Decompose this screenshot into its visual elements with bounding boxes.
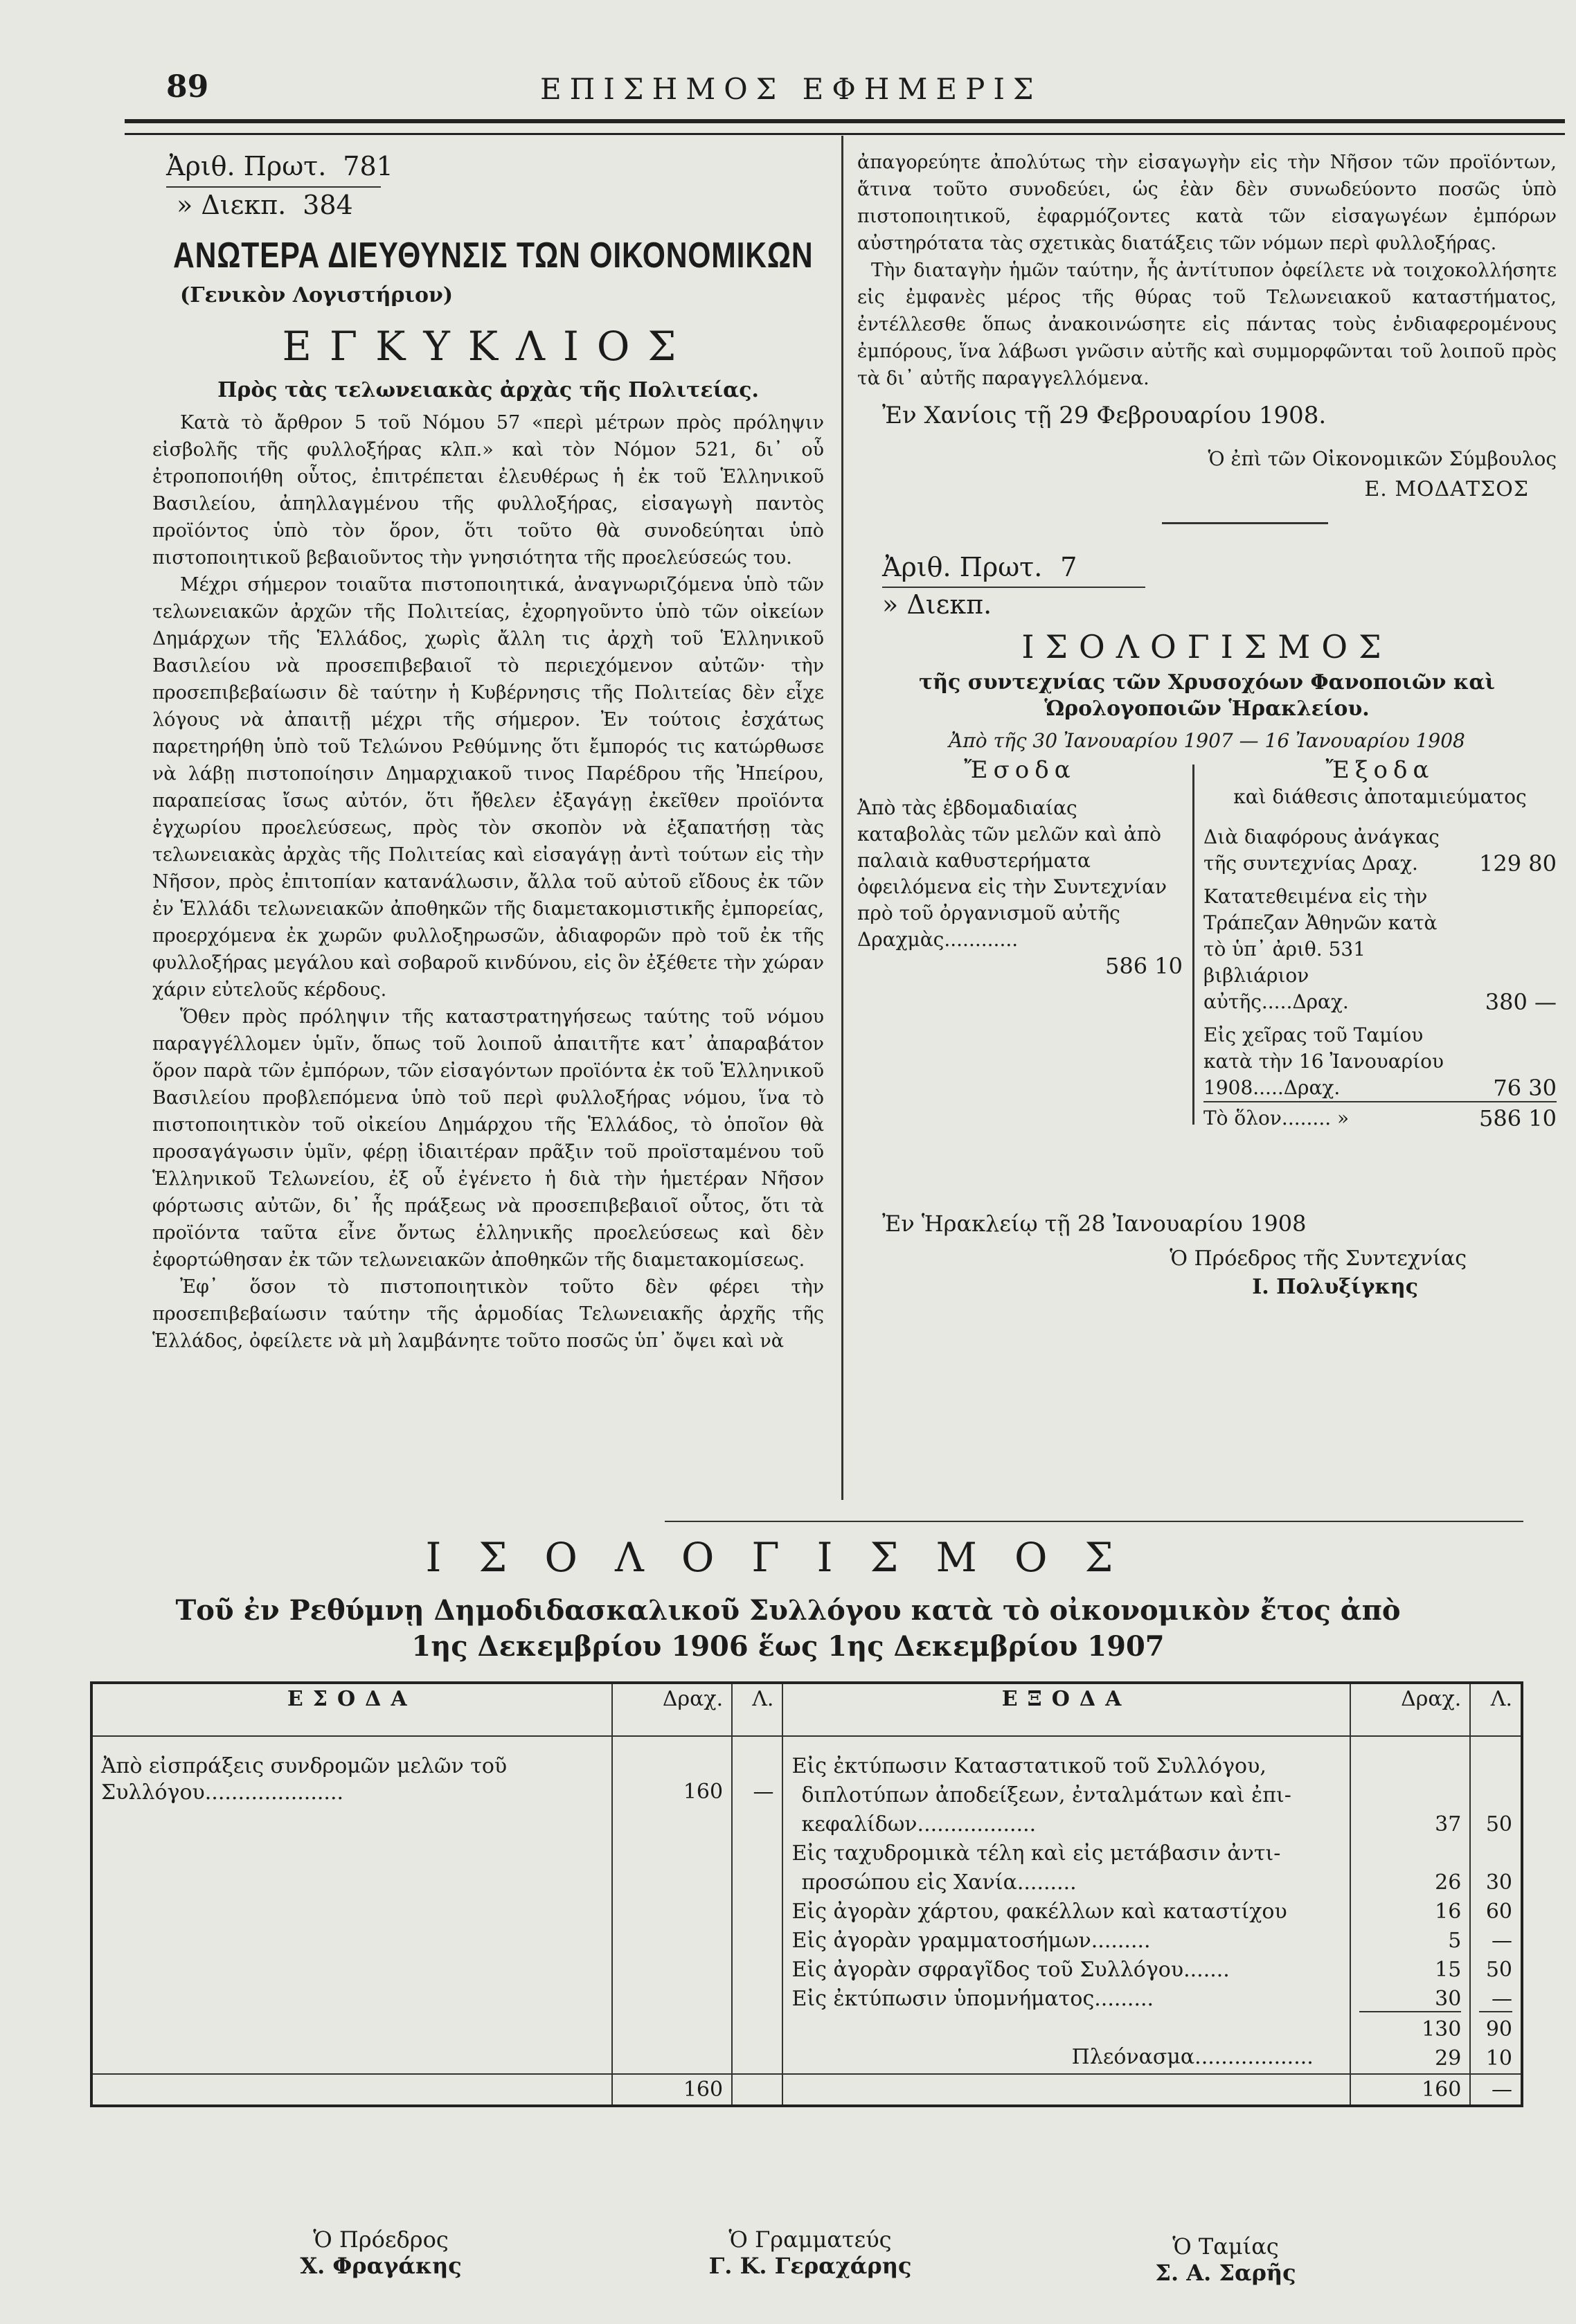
protocol-ref-2 [882,551,1557,584]
left-column [152,149,824,1355]
circular-continuation: ἀπαγορεύητε ἀπολύτως τὴν εἰσαγωγὴν εἰς τὴν Νῆσον τῶν προϊόντων, ἅτινα τοῦτο συνοδεύει, ὡς ἐὰν δὲν συνωδεύοντο ποσῶς ὑπὸ πιστοποιητικοῦ, ἐφαρμόζοντες κατὰ τῶν εἰσαγωγέων ἐμπόρων αὐστηρότατα τὰς σχετικὰς διατάξεις τῶν νόμων περὶ φυλλοξήρας. [857,152,1557,254]
income-heading: Ἔσοδα [964,756,1076,784]
circular-paragraph: Κατὰ τὸ ἄρθρον 5 τοῦ Νόμου 57 «περὶ μέτρων πρὸς πρόληψιν εἰσβολῆς τῆς φυλλοξήρας κλπ.» καὶ τὸν Νόμον 521, δι᾽ οὗ ἐτροποποιήθη οὗτος, ἐπιτρέπεται ἐλευθέρως ἡ ἐκ τοῦ Ἑλληνικοῦ Βασιλείου, ἀπηλλαγμένου τῆς φυλλοξήρας, εἰσαγωγὴ παντὸς προϊόντος ὑπὸ τὸν ὅρον, ὅτι τοῦτο θὰ συνοδεύηται ὑπὸ πιστοποιητικοῦ βεβαιοῦντος τὴν γνησιότητα τῆς προελεύσεώς του. [152,412,824,569]
total-income: 160 [612,2074,733,2106]
addressee: Πρὸς τὰς τελωνειακὰς ἀρχὰς τῆς Πολιτείας. [217,378,759,402]
guild-expense [1203,756,1557,1132]
income-lepta-cell [732,1736,782,2074]
dispatch-label-2: » Διεκπ. [882,589,992,620]
signature-treasurer [1080,2233,1371,2286]
expense-drach-list [1359,1749,1462,2071]
right-column [857,149,1557,1299]
expense-lepta: — [1492,1929,1512,1953]
protocol-ref [166,149,824,184]
guild-president-name: Ι. Πολυξίγκης [1252,1275,1418,1299]
dispatch-ref [177,188,824,222]
expense-total-label: Τὸ ὅλον........ » [1203,1107,1350,1129]
expense-drach: 5 [1448,1929,1462,1953]
income-text: Ἀπὸ τὰς ἑβδομαδιαίας καταβολὰς τῶν μελῶν καὶ ἀπὸ παλαιὰ καθυστερήματα ὀφειλόμενα εἰς τὴν Συντεχνίαν πρὸ τοῦ ὀργανισμοῦ αὐτῆς Δραχμὰς............ [857,796,1167,951]
spacer [1359,1749,1462,1778]
drach-column-header: Δραχ. [1350,1683,1471,1736]
signature-secretary [665,2226,956,2279]
surplus-label: Πλεόνασμα.................. [1071,2045,1314,2069]
expense-item-amount: 380 — [1485,989,1557,1015]
expense-total-amount: 586 10 [1479,1105,1557,1132]
dispatch-number: 384 [303,190,353,220]
expense-item-text: Διὰ διαφόρους ἀνάγκας τῆς συντεχνίας Δραχ. [1203,825,1440,875]
expense-drach: 16 [1435,1900,1462,1924]
expense-column-header: ΕΞΟΔΑ [782,1683,1350,1736]
expense-drach: 30 [1359,1982,1462,2012]
guild-name-line1: τῆς συντεχνίας τῶν Χρυσοχόων Φανοποιῶν καὶ [919,670,1495,695]
spacer [1479,1749,1512,1778]
spacer [791,2011,1341,2040]
expense-line: Εἰς ἀγορὰν χάρτου, φακέλλων καὶ καταστίχου [791,1900,1287,1924]
income-lepta: — [753,1780,774,1804]
income-drach-cell [612,1736,733,2074]
signer-name: Ε. ΜΟΔΑΤΣΟΣ [1364,477,1529,501]
protocol-label-2: Ἀριθ. Πρωτ. [882,552,1043,582]
signature-name: Χ. Φραγάκης [300,2253,462,2279]
signature-president [235,2226,526,2279]
signature-title: Ὁ Ταμίας [1172,2233,1279,2260]
expense-item-amount: 129 80 [1479,850,1557,877]
expense-item-text: Κατατεθειμένα εἰς τὴν Τράπεζαν Ἀθηνῶν κατὰ τὸ ὑπ᾽ ἀριθ. 531 βιβλιάριον αὐτῆς.....Δραχ. [1203,885,1438,1013]
signature-title: Ὁ Πρόεδρος [313,2226,449,2253]
guild-balance [857,756,1557,1206]
income-drach: 160 [683,1780,724,1804]
guild-place-date: Ἐν Ἡρακλείῳ τῇ 28 Ἰανουαρίου 1908 [882,1210,1307,1237]
expense-subheading: καὶ διάθεσις ἀποταμιεύματος [1233,785,1527,808]
club-ledger-table [90,1681,1523,2107]
ledger-header-row [91,1683,1522,1736]
balance-divider [1192,765,1194,1125]
club-subtitle-line2: 1ης Δεκεμβρίου 1906 ἕως 1ης Δεκεμβρίου 1907 [411,1630,1165,1663]
expense-line: κεφαλίδων.................. [801,1812,1037,1836]
total-income-label-cell [91,2074,612,2106]
circular-date: Ἐν Χανίοις τῇ 29 Φεβρουαρίου 1908. [882,402,1327,429]
expense-drach-cell [1350,1736,1471,2074]
order-paragraph: Τὴν διαταγὴν ἡμῶν ταύτην, ἧς ἀντίτυπον ὀφείλετε νὰ τοιχοκολλήσητε εἰς ἐμφανὲς μέρος τῆς θύρας τοῦ Τελωνειακοῦ καταστήματος, ἐντέλλεσθε ὅπως ἀνακοινώσητε εἰς πάντας τοὺς ἐνδιαφερομένους ἐμπόρους, ἵνα λάβωσι γνῶσιν αὐτῆς καὶ συμμορφῶνται τοῦ λοιποῦ πρὸς τὰ δι᾽ αὐτῆς παραγγελλόμενα. [857,260,1557,389]
club-subtitle-line1: Τοῦ ἐν Ρεθύμνῃ Δημοδιδασκαλικοῦ Συλλόγου κατὰ τὸ οἰκονομικὸν ἔτος ἀπὸ [175,1594,1401,1627]
header-rule [125,119,1565,135]
guild-name-line2: Ὡρολογοποιῶν Ἡρακλείου. [1044,697,1370,721]
expense-item-text: Εἰς χεῖρας τοῦ Ταμίου κατὰ τὴν 16 Ἰανουαρίου 1908.....Δραχ. [1203,1024,1444,1099]
expense-item [1203,1022,1557,1102]
page-number: 89 [166,69,209,105]
expense-lepta: — [1479,1982,1512,2012]
signer-title: Ὁ ἐπὶ τῶν Οἰκονομικῶν Σύμβουλος [1208,447,1557,470]
protocol-number-2: 7 [1060,552,1077,582]
expense-lepta: 50 [1485,1812,1512,1836]
subtotal-lepta: 90 [1485,2017,1512,2041]
protocol-label: Ἀριθ. Πρωτ. [166,151,327,181]
lepta-column-header: Λ. [732,1683,782,1736]
signature-title: Ὁ Γραμματεύς [728,2226,892,2253]
income-text: Ἀπὸ εἰσπράξεις συνδρομῶν μελῶν τοῦ Συλλόγου..................... [101,1754,508,1805]
income-amount: 586 10 [1105,953,1183,979]
total-lepta: — [1470,2074,1522,2106]
circular-paragraph: Μέχρι σήμερον τοιαῦτα πιστοποιητικά, ἀναγνωριζόμενα ὑπὸ τῶν τελωνειακῶν ἀρχῶν τῆς Πολιτείας, ἐχορηγοῦντο ὑπὸ τῶν οἰκείων Δημάρχων τῆς Ἑλλάδος, χωρὶς ἄλλη τις ἀρχὴ τοῦ Ἑλληνικοῦ Βασιλείου νὰ προσεπιβεβαιοῖ τὸ περιεχόμενον αὐτῶν· τὴν προσεπιβεβαίωσιν δὲ ταύτην ἡ Κυβέρνησις τῆς Πολιτείας δὲν εἶχε λόγους νὰ ἀπαιτῇ μέχρι τῆς σήμερον. Ἐν τούτοις ἐσχάτως παρετηρήθη ὑπὸ τοῦ Τελώνου Ρεθύμνης ὅτι ἔμπορός τις κατώρθωσε νὰ λάβῃ πιστοποίησιν Δημαρχιακοῦ τινος Παρέδρου τῆς Ἠπείρου, παραπείσας ἴσως αὐτόν, ὅτι ἤθελεν ἐξαγάγῃ ἐκεῖθεν προϊόντα ἐγχωρίου προελεύσεως, πρὸς τὸν σκοπὸν νὰ ἐξαπατήσῃ τὰς τελωνειακὰς ἀρχὰς τῆς Πολιτείας καὶ εἰσαγάγῃ ἀντὶ τούτων εἰς τὴν Νῆσον, πρὸς ἐπιτοπίαν κατανάλωσιν, ἄλλα τοῦ αὐτοῦ εἴδους ἐκ τῶν ἐν Ἑλλάδι τελωνειακῶν ἀποθηκῶν τῆς διαμετακομιστικῆς ἐμπορείας, προερχόμενα ἐκ χωρῶν φυλλοξηρωσῶν, ἀδιαφορῶν πρὸ τοῦ ἐκ τῆς φυλλοξήρας μεγάλου καὶ σοβαροῦ κινδύνου, εἰς ὃν ἐξέθετε τὴν χώραν χάριν εὐτελοῦς κέρδους. [152,574,824,1001]
ledger-body-row [91,1736,1522,2074]
total-expense: 160 [1350,2074,1471,2106]
expense-total [1203,1105,1557,1132]
expense-line: Εἰς ταχυδρομικὰ τέλη καὶ εἰς μετάβασιν ἀντι- [791,1841,1281,1866]
dispatch-label: » Διεκπ. [177,190,287,220]
guild-president-title: Ὁ Πρόεδρος τῆς Συντεχνίας [1170,1246,1467,1271]
expense-drach: 26 [1435,1870,1462,1895]
circular-paragraph: Ὅθεν πρὸς πρόληψιν τῆς καταστρατηγήσεως ταύτης τοῦ νόμου παραγγέλλομεν ὑμῖν, ὅπως τοῦ λοιποῦ ἀπαιτῆτε κατ᾽ ἀπαραβάτον ὅρον παρὰ τῶν ἐμπόρων, τῶν εἰσαγόντων προϊόντα ἐκ τοῦ Ἑλληνικοῦ Βασιλείου προβλεπόμενα ὑπὸ τοῦ περὶ φυλλοξήρας νόμου, ἵνα τὸ πιστοποιητικὸν τοῦ οἰκείου Δημάρχου τῆς Ἑλλάδος, τὸ ὁποῖον θὰ προσαγάγωσιν ὑμῖν, φέρῃ ἰδιαιτέραν πρᾶξιν τοῦ προϊσταμένου τοῦ Ἑλληνικοῦ Τελωνείου, ἐξ οὗ ἐγένετο ἡ διὰ τὴν ἡμετέραν Νῆσον φόρτωσις αὐτῶν, δι᾽ ἧς πράξεως νὰ προσεπιβεβαιοῖ οὗτος, ὅτι τὰ προϊόντα ταῦτα εἶνε ὄντως ἑλληνικῆς προελεύσεως καὶ δὲν ἐφορτώθησαν ἐκ τῶν τελωνειακῶν ἀποθηκῶν τῆς διαμετακομίσεως. [152,1006,824,1271]
expense-line: Εἰς ἀγορὰν γραμματοσήμων......... [791,1929,1151,1953]
club-subtitle [0,1593,1576,1665]
expense-item [1203,884,1557,1015]
expense-descriptions [782,1736,1350,2074]
bottom-rule [665,1521,1523,1522]
signature-name: Σ. Α. Σαρῆς [1155,2260,1296,2286]
expense-line: Εἰς ἐκτύπωσιν Καταστατικοῦ τοῦ Συλλόγου, [791,1754,1266,1778]
lepta-column-header: Λ. [1470,1683,1522,1736]
balance-period: Ἀπὸ τῆς 30 Ἰανουαρίου 1907 — 16 Ἰανουαρίου 1908 [949,729,1465,752]
page-header [166,69,1510,118]
spacer [1359,1778,1462,1807]
expense-heading: Ἔξοδα [1325,756,1435,784]
column-divider [841,136,843,1500]
expense-lepta: 60 [1485,1900,1512,1924]
authority-heading: ΑΝΩΤΕΡΑ ΔΙΕΥΘΥΝΣΙΣ ΤΩΝ ΟΙΚΟΝΟΜΙΚΩΝ [173,235,814,276]
expense-lepta: 30 [1485,1870,1512,1895]
expense-lepta: 50 [1485,1958,1512,1982]
expense-drach: 15 [1435,1958,1462,1982]
expense-drach: 37 [1435,1812,1462,1836]
drach-column-header: Δραχ. [612,1683,733,1736]
expense-lepta-cell [1470,1736,1522,2074]
guild-income [857,756,1183,979]
circular-paragraph: Ἐφ᾽ ὅσον τὸ πιστοποιητικὸν τοῦτο δὲν φέρει τὴν προσεπιβεβαίωσιν ταύτην τῆς ἁρμοδίας Τελωνειακῆς ἀρχῆς τῆς Ἑλλάδος, ὀφείλετε νὰ μὴ λαμβάνητε τοῦτο ποσῶς ὑπ᾽ ὄψει καὶ νὰ [152,1276,824,1352]
club-balance-title: ΙΣΟΛΟΓΙΣΜΟΣ [425,1534,1151,1581]
expense-line: Εἰς ἐκτύπωσιν ὑπομνήματος......... [791,1987,1154,2011]
spacer [1479,1836,1512,1866]
expense-item [1203,824,1557,877]
income-column-header: ΕΣΟΔΑ [91,1683,612,1736]
surplus-drach: 29 [1435,2046,1462,2071]
expense-item-amount: 76 30 [1493,1075,1557,1101]
signature-name: Γ. Κ. Γεραχάρης [708,2253,912,2279]
total-expense-label-cell [782,2074,1350,2106]
income-description [91,1736,612,2074]
authority-subheading: (Γενικὸν Λογιστήριον) [180,283,454,307]
expense-line: Εἰς ἀγορὰν σφραγῖδος τοῦ Συλλόγου....... [791,1958,1230,1982]
circular-title: ΕΓΚΥΚΛΙΟΣ [282,323,695,370]
spacer [1359,1836,1462,1866]
expense-line: προσώπου εἰς Χανία......... [801,1870,1077,1895]
expense-list [791,1749,1341,2069]
surplus-lepta: 10 [1485,2046,1512,2071]
expense-line: διπλοτύπων ἀποδείξεων, ἐνταλμάτων καὶ ἐπι- [801,1783,1291,1807]
subtotal-drach: 130 [1422,2017,1462,2041]
spacer [1479,1778,1512,1807]
expense-lepta-list [1479,1749,1512,2071]
ledger-total-row [91,2074,1522,2106]
gazette-title: ΕΠΙΣΗΜΟΣ ΕΦΗΜΕΡΙΣ [540,72,1042,106]
guild-balance-title: ΙΣΟΛΟΓΙΣΜΟΣ [1021,628,1393,665]
protocol-number: 781 [343,151,393,181]
total-income-lepta-cell [732,2074,782,2106]
